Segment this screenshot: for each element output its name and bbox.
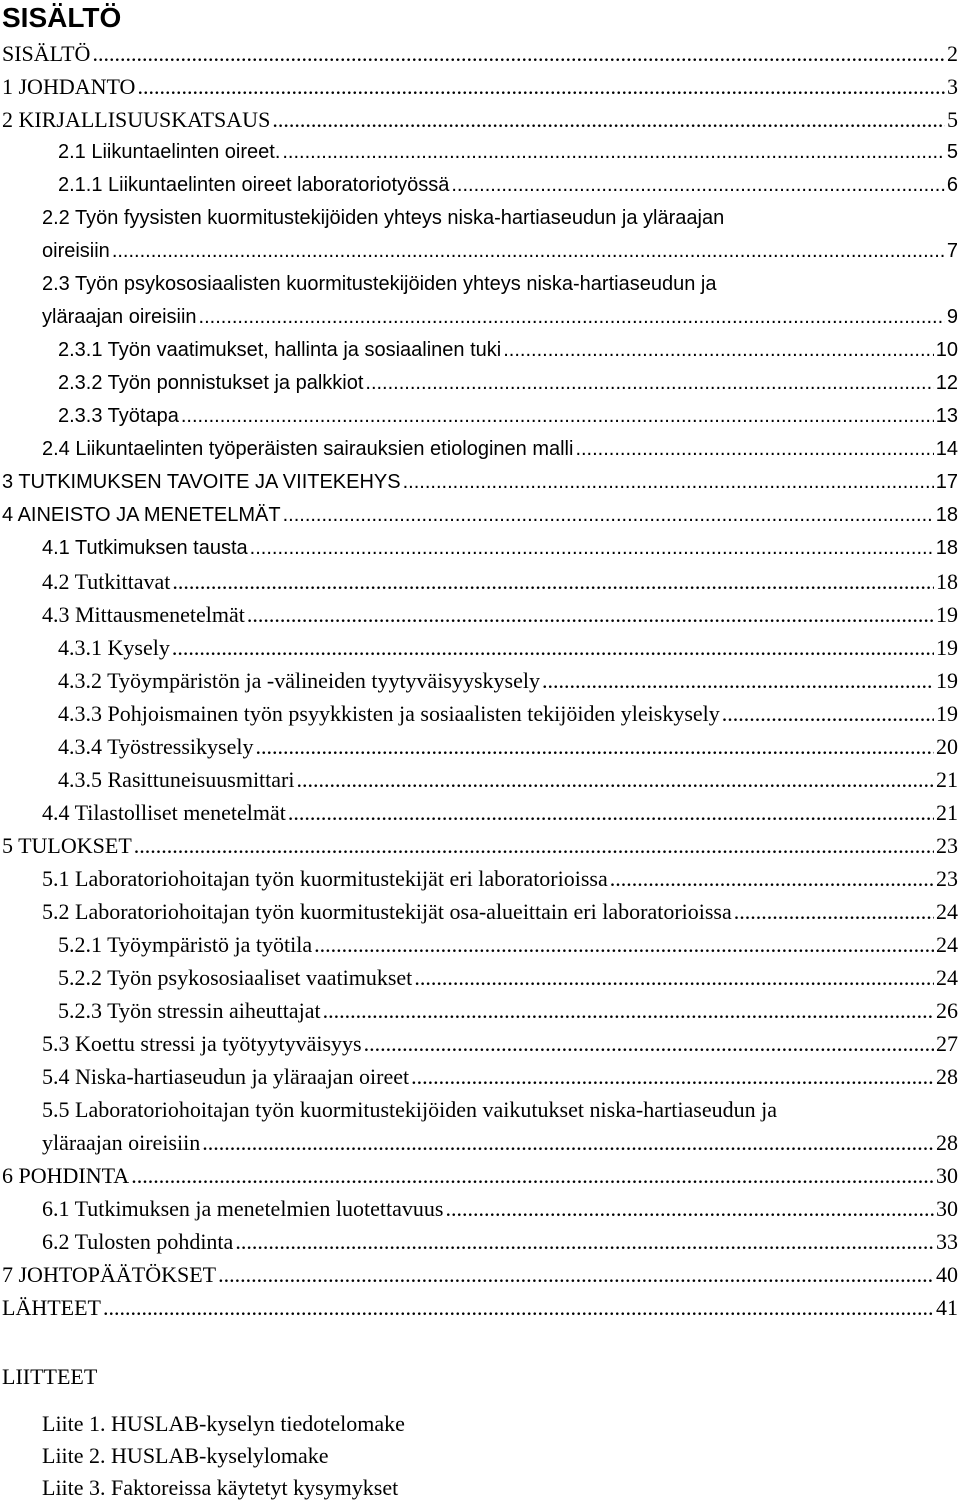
toc-entry[interactable] [0,136,958,169]
toc-entry-title: 2.1.1 Liikuntaelinten oireet laboratoriotyössä [58,174,450,196]
toc-page-number: 9 [946,306,958,328]
appendix-heading: LIITTEET [2,1364,98,1389]
toc-entry[interactable] [0,1192,958,1225]
toc-page-number: 17 [935,471,958,493]
toc-page-number: 12 [935,372,958,394]
toc-page-number: 19 [936,635,958,660]
dot-leader [218,1258,934,1291]
toc-page-number: 13 [935,405,958,427]
dot-leader [575,433,933,466]
table-of-contents [0,37,958,1324]
dot-leader [364,1027,934,1060]
toc-entry[interactable] [0,268,958,334]
toc-page-number: 5 [947,107,958,132]
dot-leader [414,961,934,994]
toc-page-number: 20 [936,734,958,759]
toc-page-number: 23 [936,833,958,858]
toc-entry[interactable] [0,895,958,928]
dot-leader [134,829,934,862]
page-heading: SISÄLTÖ [2,2,122,33]
toc-entry-title: 4.3.3 Pohjoismainen työn psyykkisten ja sosiaalisten tekijöiden yleiskysely [58,701,720,726]
toc-entry[interactable] [0,763,958,796]
toc-entry-title: 4.1 Tutkimuksen tausta [42,537,248,559]
toc-page-number: 30 [936,1196,958,1221]
toc-entry[interactable] [0,928,958,961]
dot-leader [247,598,934,631]
toc-entry-title: 4.3 Mittausmenetelmät [42,602,245,627]
toc-entry-title: 4.4 Tilastolliset menetelmät [42,800,286,825]
toc-entry[interactable] [0,169,958,202]
appendix-item: Liite 3. Faktoreissa käytetyt kysymykset [42,1475,399,1500]
toc-entry[interactable] [0,1258,958,1291]
toc-entry-title: SISÄLTÖ [2,41,91,66]
toc-page-number: 33 [936,1229,958,1254]
toc-page-number: 19 [936,701,958,726]
dot-leader [255,730,934,763]
toc-page-number: 6 [946,174,958,196]
toc-entry-title: 4.3.2 Työympäristön ja -välineiden tyytyväisyyskysely [58,668,540,693]
toc-entry-title: 4.2 Tutkittavat [42,569,171,594]
toc-page-number: 3 [947,74,958,99]
dot-leader [181,400,934,433]
toc-page-number: 40 [936,1262,958,1287]
toc-page-number: 30 [936,1163,958,1188]
toc-entry-title: 5 TULOKSET [2,833,132,858]
toc-entry[interactable] [0,400,958,433]
toc-entry[interactable] [0,1060,958,1093]
toc-page-number: 24 [936,899,958,924]
dot-leader [202,1126,934,1159]
toc-entry[interactable] [0,565,958,598]
toc-entry[interactable] [0,1291,958,1324]
dot-leader [734,895,934,928]
toc-entry-title-cont: yläraajan oireisiin [42,306,197,328]
toc-entry-title: 4.3.4 Työstressikysely [58,734,254,759]
toc-entry-title-cont: oireisiin [42,240,110,262]
toc-page-number: 27 [936,1031,958,1056]
toc-entry[interactable] [0,1093,958,1159]
toc-entry[interactable] [0,697,958,730]
toc-page-number: 2 [947,41,958,66]
dot-leader [172,631,934,664]
toc-entry[interactable] [0,532,958,565]
toc-entry-title: 5.3 Koettu stressi ja työtyytyväisyys [42,1031,362,1056]
toc-entry[interactable] [0,1159,958,1192]
toc-entry[interactable] [0,466,958,499]
toc-entry[interactable] [0,631,958,664]
dot-leader [172,565,934,598]
dot-leader [542,664,934,697]
toc-entry[interactable] [0,598,958,631]
dot-leader [272,103,945,136]
toc-entry-title: 1 JOHDANTO [2,74,136,99]
toc-entry[interactable] [0,103,958,136]
toc-entry[interactable] [0,499,958,532]
dot-leader [445,1192,934,1225]
toc-entry[interactable] [0,367,958,400]
toc-entry-title: 2.1 Liikuntaelinten oireet. [58,141,281,163]
dot-leader [610,862,934,895]
dot-leader [403,466,934,499]
toc-page-number: 28 [936,1130,958,1155]
dot-leader [283,499,934,532]
toc-entry-title: 2.3 Työn psykososiaalisten kuormitustekijöiden yhteys niska-hartiaseudun ja [42,273,717,295]
toc-entry[interactable] [0,961,958,994]
dot-leader [288,796,934,829]
toc-entry[interactable] [0,202,958,268]
toc-entry-title: 6 POHDINTA [2,1163,130,1188]
dot-leader [503,334,934,367]
toc-entry-title: 6.2 Tulosten pohdinta [42,1229,234,1254]
appendix-item: Liite 1. HUSLAB-kyselyn tiedotelomake [42,1411,405,1436]
toc-entry-title: 5.4 Niska-hartiaseudun ja yläraajan oireet [42,1064,410,1089]
toc-page-number: 10 [935,339,958,361]
dot-leader [323,994,934,1027]
toc-entry-title: 5.2.2 Työn psykososiaaliset vaatimukset [58,965,413,990]
toc-page-number: 21 [936,800,958,825]
toc-entry-title: 5.2.3 Työn stressin aiheuttajat [58,998,321,1023]
dot-leader [297,763,935,796]
toc-page-number: 18 [935,504,958,526]
dot-leader [112,235,945,268]
toc-page-number: 28 [936,1064,958,1089]
toc-entry-title: 7 JOHTOPÄÄTÖKSET [2,1262,217,1287]
toc-entry-title: 3 TUTKIMUKSEN TAVOITE JA VIITEKEHYS [2,471,401,493]
toc-entry-title: 6.1 Tutkimuksen ja menetelmien luotettavuus [42,1196,444,1221]
toc-entry-title: 2.3.2 Työn ponnistukset ja palkkiot [58,372,364,394]
toc-page-number: 18 [936,569,958,594]
toc-entry-title: 5.2.1 Työympäristö ja työtila [58,932,313,957]
toc-entry[interactable] [0,1027,958,1060]
toc-entry-title: 2.4 Liikuntaelinten työperäisten sairauksien etiologinen malli [42,438,574,460]
dot-leader [722,697,934,730]
toc-page-number: 26 [936,998,958,1023]
dot-leader [92,37,945,70]
dot-leader [365,367,933,400]
dot-leader [137,70,945,103]
toc-entry[interactable] [0,994,958,1027]
dot-leader [250,532,934,565]
dot-leader [314,928,934,961]
toc-entry-title: 4.3.5 Rasittuneisuusmittari [58,767,295,792]
toc-page-number: 21 [936,767,958,792]
toc-page-number: 19 [936,668,958,693]
toc-page-number: 19 [936,602,958,627]
toc-entry[interactable] [0,829,958,862]
toc-entry-title: 5.5 Laboratoriohoitajan työn kuormitustekijöiden vaikutukset niska-hartiaseudun ja [42,1097,778,1122]
dot-leader [199,301,945,334]
toc-entry[interactable] [0,37,958,70]
toc-entry[interactable] [0,433,958,466]
toc-entry[interactable] [0,862,958,895]
toc-page-number: 24 [936,932,958,957]
toc-entry-title: 2.3.1 Työn vaatimukset, hallinta ja sosiaalinen tuki [58,339,502,361]
toc-entry-title: 2.2 Työn fyysisten kuormitustekijöiden yhteys niska-hartiaseudun ja yläraajan [42,207,725,229]
toc-entry-title: 2.3.3 Työtapa [58,405,179,427]
toc-page-number: 5 [946,141,958,163]
toc-entry-title: 5.1 Laboratoriohoitajan työn kuormitustekijät eri laboratorioissa [42,866,608,891]
toc-page-number: 7 [946,240,958,262]
appendix-item: Liite 2. HUSLAB-kyselylomake [42,1443,329,1468]
toc-entry-title: LÄHTEET [2,1295,101,1320]
dot-leader [411,1060,934,1093]
toc-entry[interactable] [0,1225,958,1258]
toc-page-number: 41 [936,1295,958,1320]
toc-entry[interactable] [0,664,958,697]
toc-entry[interactable] [0,796,958,829]
toc-page-number: 18 [935,537,958,559]
toc-entry-title: 4.3.1 Kysely [58,635,170,660]
dot-leader [103,1291,934,1324]
dot-leader [451,169,945,202]
toc-entry-title: 4 AINEISTO JA MENETELMÄT [2,504,281,526]
toc-entry-title-cont: yläraajan oireisiin [42,1130,201,1155]
toc-entry[interactable] [0,70,958,103]
toc-entry[interactable] [0,334,958,367]
dot-leader [235,1225,934,1258]
toc-page-number: 14 [935,438,958,460]
toc-page-number: 24 [936,965,958,990]
toc-entry-title: 2 KIRJALLISUUSKATSAUS [2,107,271,132]
appendix-list [42,1408,405,1504]
dot-leader [131,1159,934,1192]
toc-page-number: 23 [936,866,958,891]
toc-entry[interactable] [0,730,958,763]
dot-leader [282,136,945,169]
toc-entry-title: 5.2 Laboratoriohoitajan työn kuormitustekijät osa-alueittain eri laboratorioissa [42,899,732,924]
